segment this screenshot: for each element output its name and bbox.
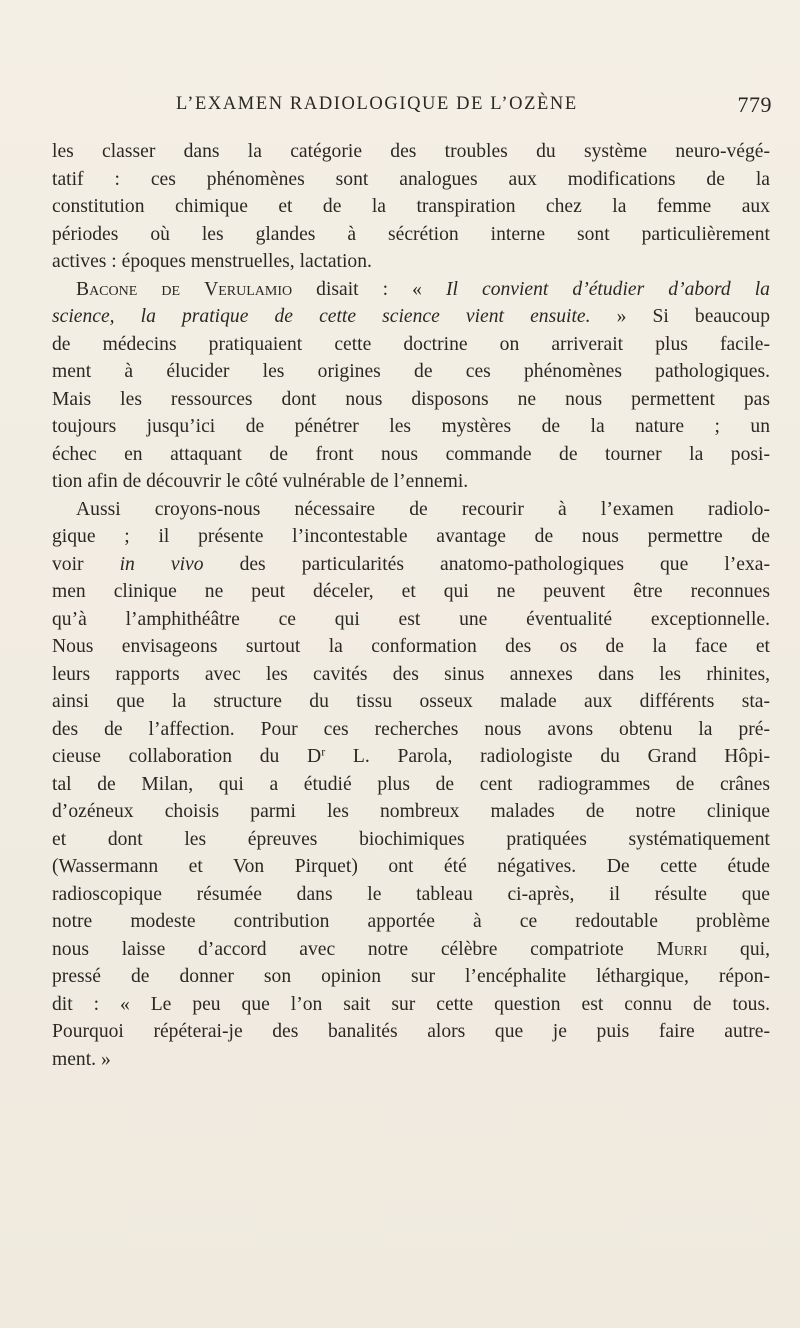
text-line-1: les classer dans la catégorie des troubles du système neuro-végé- [52,141,770,162]
text-line-6 [52,276,770,304]
text-line-30 [52,936,770,964]
running-title: L’EXAMEN RADIOLOGIQUE DE L’OZÈNE [176,94,578,114]
quote-intro: disait : « [316,278,446,300]
italic-in-vivo: in vivo [119,553,204,575]
text-fragment: des particularités anatomo-pathologiques que l’exa- [203,553,771,575]
text-fragment: cieuse collaboration du D [52,746,322,767]
page-header [52,92,772,122]
text-line-10: Mais les ressources dont nous disposons ne nous permettent pas [52,388,770,410]
text-line-21: ainsi que la structure du tissu osseux malade aux différents sta- [52,691,770,712]
text-fragment: qui, [707,938,770,960]
text-line-8: de médecins pratiquaient cette doctrine on arriverait plus facile- [52,333,770,355]
text-line-16 [52,551,770,579]
text-line-18: qu’à l’amphithéâtre ce qui est une éventualité exceptionnelle. [52,608,770,630]
text-fragment: nous laisse d’accord avec notre célèbre compatriote [52,938,657,960]
italic-quote-end: science, la pratique de cette science vient ensuite. [52,306,591,327]
author-name-bacone: Bacone [76,278,138,300]
text-line-28: radioscopique résumée dans le tableau ci-après, il résulte que [52,883,770,905]
text-line-34: ment. » [52,1048,111,1070]
text-fragment: L. Parola, radiologiste du Grand Hôpi- [325,746,770,767]
particle-de: de [161,278,181,300]
text-line-3: constitution chimique et de la transpiration chez la femme aux [52,196,770,217]
text-line-5: actives : époques menstruelles, lactation. [52,251,372,272]
text-line-13: tion afin de découvrir le côté vulnérable de l’ennemi. [52,471,469,492]
text-line-2: tatif : ces phénomènes sont analogues aux modifications de la [52,168,770,190]
text-line-12: échec en attaquant de front nous commande de tourner la posi- [52,443,770,465]
author-name-verulamio: Verulamio [204,278,293,300]
text-line-9: ment à élucider les origines de ces phénomènes pathologiques. [52,361,770,382]
superscript-r: r [321,744,326,759]
text-line-25: d’ozéneux choisis parmi les nombreux malades de notre clinique [52,801,770,822]
text-line-24: tal de Milan, qui a étudié plus de cent radiogrammes de crânes [52,773,770,795]
page-number: 779 [737,92,772,117]
body-text [52,138,770,1073]
author-name-murri: Murri [656,938,708,960]
text-line-19: Nous envisageons surtout la conformation des os de la face et [52,636,770,657]
text-line-11: toujours jusqu’ici de pénétrer les mystères de la nature ; un [52,416,770,437]
text-line-31: pressé de donner son opinion sur l’encéphalite léthargique, répon- [52,966,770,987]
text-line-32: dit : « Le peu que l’on sait sur cette question est connu de tous. [52,993,770,1015]
text-line-20: leurs rapports avec les cavités des sinus annexes dans les rhinites, [52,663,770,685]
text-fragment: voir [52,553,120,575]
text-line-27: (Wassermann et Von Pirquet) ont été négatives. De cette étude [52,856,770,877]
text-line-29: notre modeste contribution apportée à ce redoutable problème [52,911,770,932]
text-line-33: Pourquoi répéterai-je des banalités alors que je puis faire autre- [52,1021,770,1042]
quote-close: » Si beaucoup [590,306,770,327]
text-line-4: périodes où les glandes à sécrétion interne sont particulièrement [52,223,770,245]
text-line-14: Aussi croyons-nous nécessaire de recourir à l’examen radiolo- [76,498,770,520]
text-line-15: gique ; il présente l’incontestable avantage de nous permettre de [52,526,770,547]
text-line-23 [52,743,770,771]
italic-quote-start: Il convient d’étudier d’abord la [445,278,770,300]
text-line-7 [52,303,770,331]
text-line-17: men clinique ne peut déceler, et qui ne peuvent être reconnues [52,581,770,602]
text-line-22: des de l’affection. Pour ces recherches nous avons obtenu la pré- [52,718,770,740]
text-line-26: et dont les épreuves biochimiques pratiquées systématiquement [52,828,770,850]
